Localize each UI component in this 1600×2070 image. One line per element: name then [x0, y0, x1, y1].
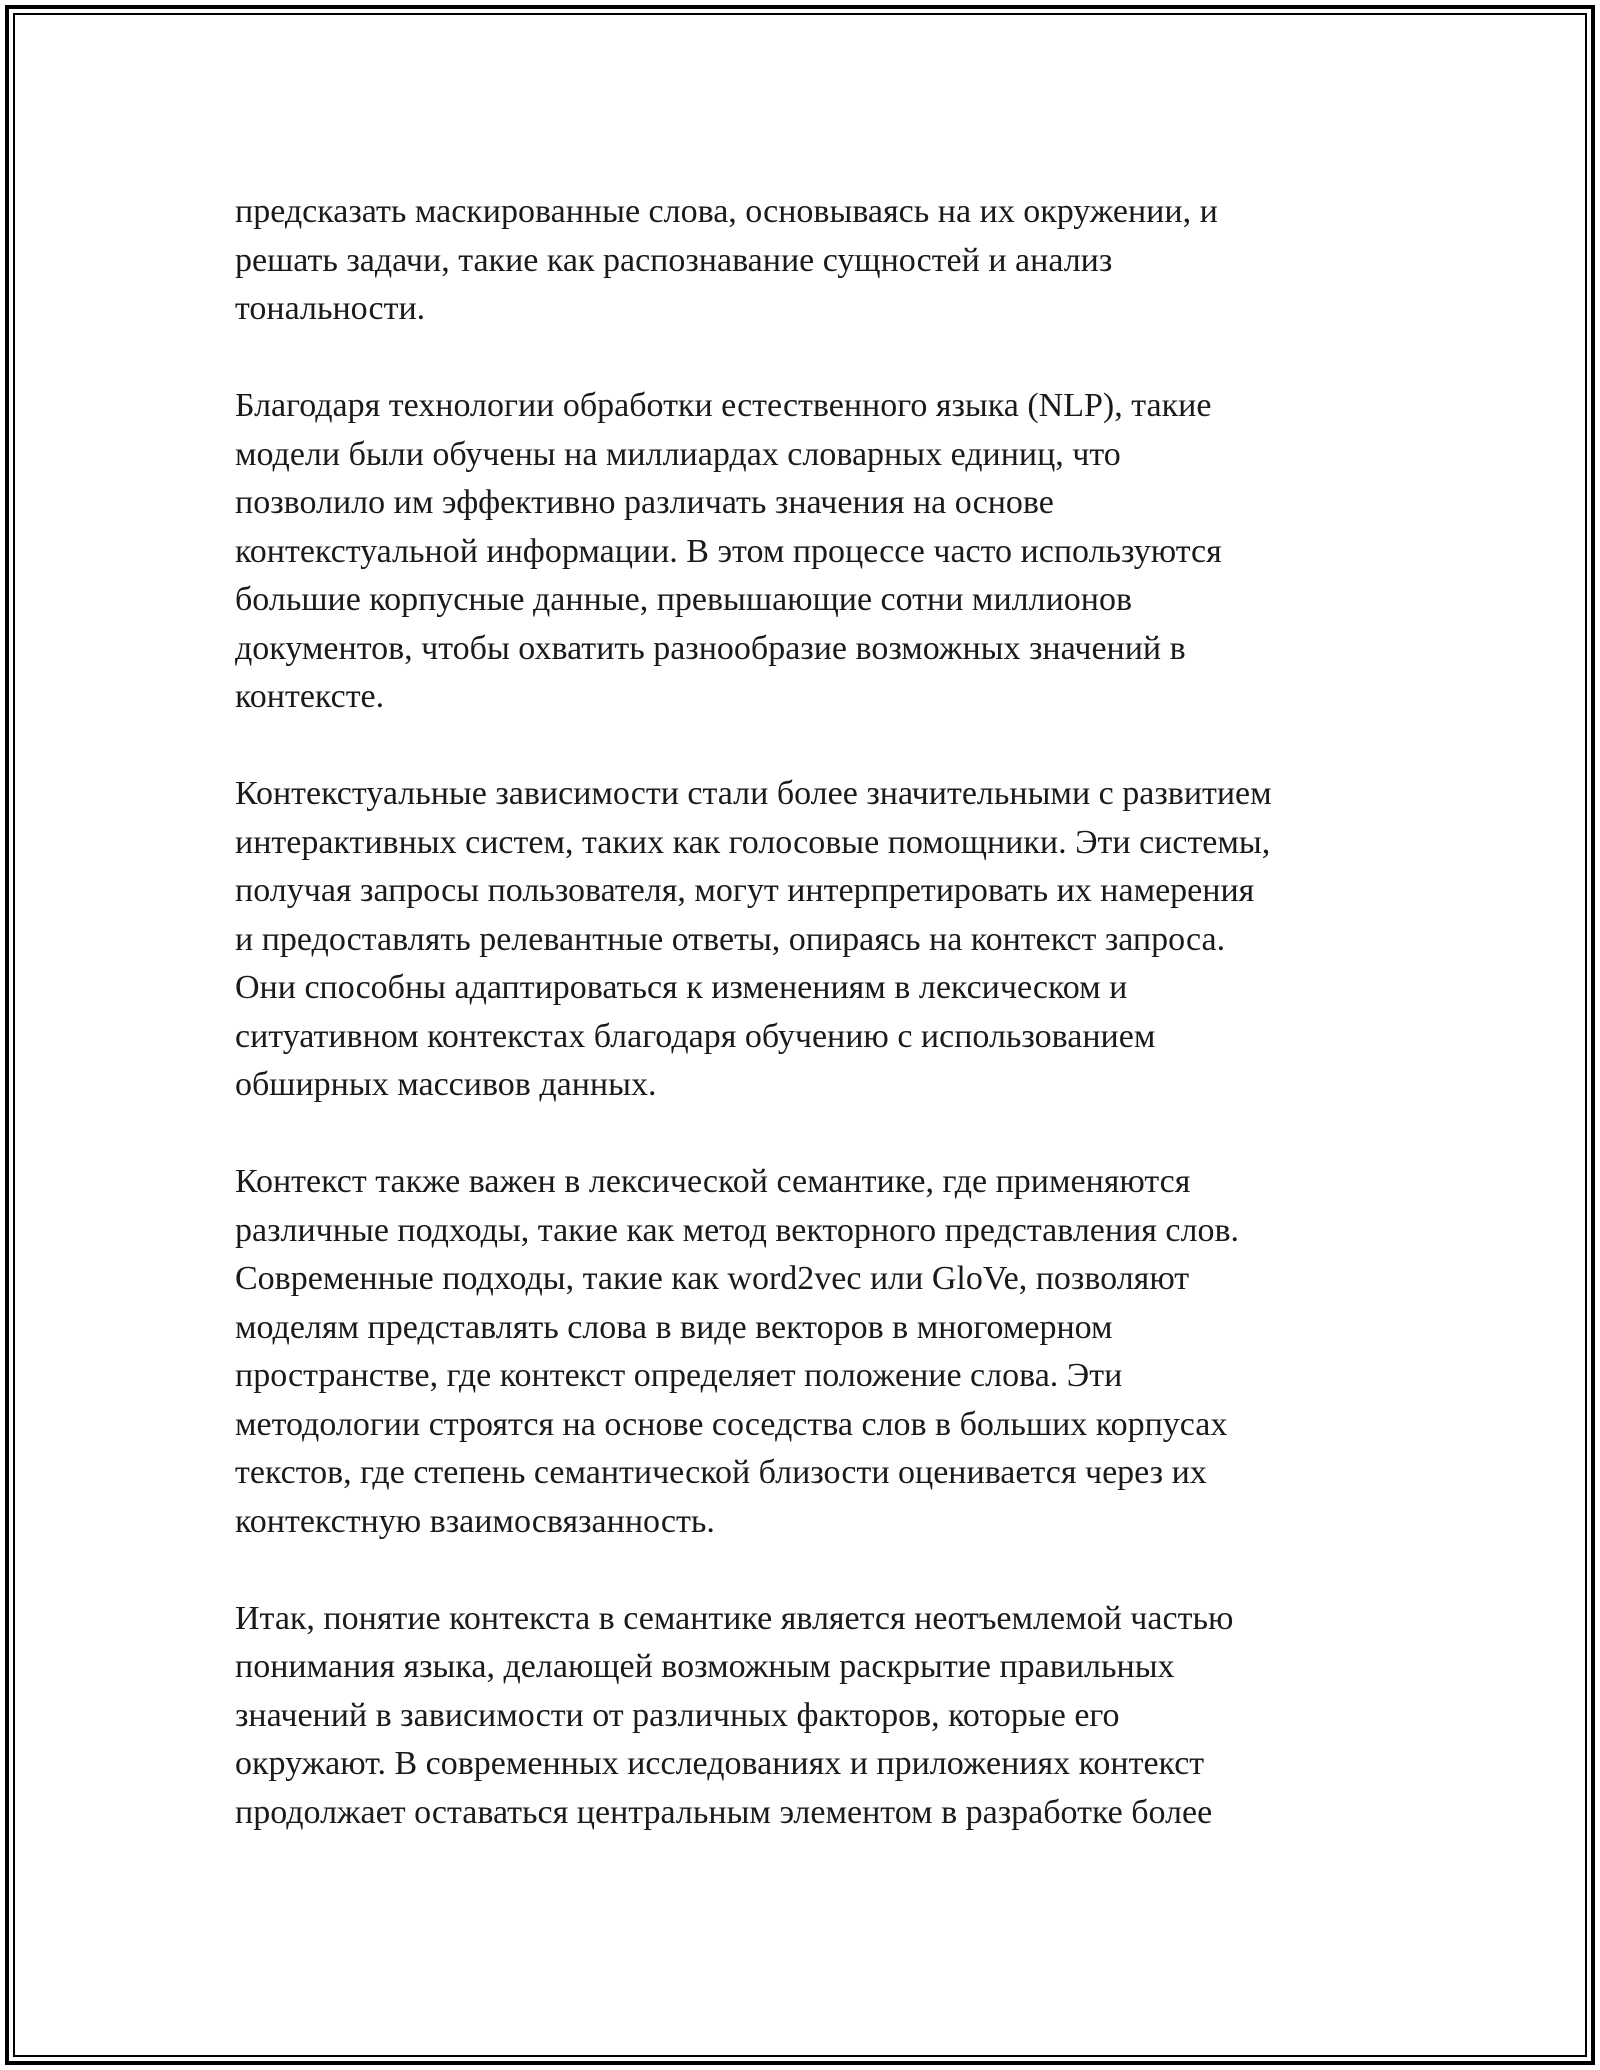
- text-line: позволило им эффективно различать значения на основе: [235, 484, 1054, 521]
- text-line: и предоставлять релевантные ответы, опираясь на контекст запроса.: [235, 920, 1226, 958]
- text-line: интерактивных систем, таких как голосовые помощники. Эти системы,: [235, 823, 1271, 861]
- paragraph-2: [235, 382, 1385, 722]
- text-line: обширных массивов данных.: [235, 1066, 657, 1103]
- text-line: Они способны адаптироваться к изменениям в лексическом и: [235, 969, 1128, 1006]
- text-line: методологии строятся на основе соседства слов в больших корпусах: [235, 1405, 1228, 1443]
- text-line: контекстную взаимосвязанность.: [235, 1502, 715, 1540]
- text-line: модели были обучены на миллиардах словарных единиц, что: [235, 435, 1121, 473]
- paragraph-1: [235, 188, 1385, 334]
- text-line: получая запросы пользователя, могут интерпретировать их намерения: [235, 872, 1255, 909]
- text-line: окружают. В современных исследованиях и приложениях контекст: [235, 1745, 1205, 1782]
- text-line: продолжает оставаться центральным элементом в разработке более: [235, 1793, 1213, 1831]
- paragraph-5: [235, 1595, 1385, 1838]
- paragraph-4: [235, 1158, 1385, 1546]
- text-line: ситуативном контекстах благодаря обучению с использованием: [235, 1017, 1156, 1055]
- paragraph-3: [235, 770, 1385, 1110]
- text-line: Контекстуальные зависимости стали более значительными с развитием: [235, 775, 1272, 812]
- text-line: Контекст также важен в лексической семантике, где применяются: [235, 1163, 1191, 1200]
- text-line: моделям представлять слова в виде векторов в многомерном: [235, 1308, 1113, 1346]
- text-line: Итак, понятие контекста в семантике является неотъемлемой частью: [235, 1599, 1234, 1637]
- text-line: Современные подходы, такие как word2vec или GloVe, позволяют: [235, 1260, 1190, 1297]
- text-line: большие корпусные данные, превышающие сотни миллионов: [235, 581, 1133, 618]
- text-line: предсказать маскированные слова, основываясь на их окружении, и: [235, 193, 1218, 230]
- text-line: контексте.: [235, 678, 385, 715]
- text-line: документов, чтобы охватить разнообразие возможных значений в: [235, 629, 1186, 667]
- text-line: значений в зависимости от различных факторов, которые его: [235, 1696, 1120, 1734]
- text-line: контекстуальной информации. В этом процессе часто используются: [235, 532, 1222, 570]
- text-line: пространстве, где контекст определяет положение слова. Эти: [235, 1357, 1123, 1394]
- text-line: различные подходы, такие как метод векторного представления слов.: [235, 1211, 1240, 1249]
- document-body: [235, 188, 1385, 1886]
- text-line: понимания языка, делающей возможным раскрытие правильных: [235, 1648, 1175, 1685]
- text-line: текстов, где степень семантической близости оценивается через их: [235, 1454, 1207, 1491]
- text-line: Благодаря технологии обработки естественного языка (NLP), такие: [235, 387, 1212, 424]
- text-line: решать задачи, такие как распознавание сущностей и анализ: [235, 241, 1113, 279]
- text-line: тональности.: [235, 290, 426, 327]
